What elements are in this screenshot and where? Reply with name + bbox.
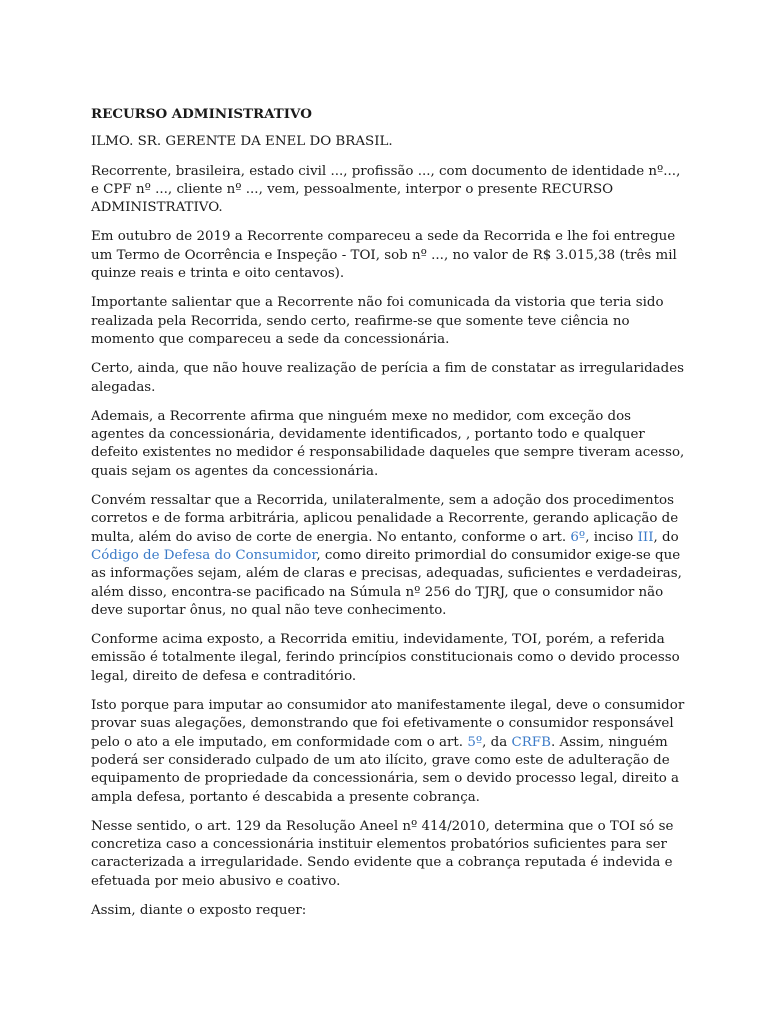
paragraph-9: Nesse sentido, o art. 129 da Resolução Aneel nº 414/2010, determina que o TOI só se concretiza caso a concessionária instituir elementos probatórios suficientes para ser caracterizada a irregularidade. Sendo evidente que a cobrança reputada é indevida e efetuada por meio abusivo e coativo. xyxy=(91,818,674,889)
document-body xyxy=(91,105,687,931)
paragraph-10: Assim, diante o exposto requer: xyxy=(91,902,307,918)
link-crfb[interactable]: CRFB xyxy=(511,734,551,750)
paragraph-8-text: . Assim, ninguém poderá ser considerado culpado de um ato ilícito, grave como este de adulteração de equipamento de propriedade da concessionária, sem o devido processo legal, direito a ampla defesa, portanto é descabida a presente cobrança. xyxy=(91,734,680,805)
paragraph-7: Conforme acima exposto, a Recorrida emitiu, indevidamente, TOI, porém, a referida emissão é totalmente ilegal, ferindo princípios constitucionais como o devido processo legal, direito de defesa e contraditório. xyxy=(91,632,680,684)
paragraph-2: Em outubro de 2019 a Recorrente compareceu a sede da Recorrida e lhe foi entregue um Termo de Ocorrência e Inspeção - TOI, sob nº ..., no valor de R$ 3.015,38 (três mil quinze reais e trinta e oito centavos). xyxy=(91,229,677,282)
paragraph-8-text: , da xyxy=(482,734,512,750)
link-art-5[interactable]: 5º xyxy=(467,734,483,750)
paragraph-1: Recorrente, brasileira, estado civil ..., profissão ..., com documento de identidade nº..., e CPF nº ..., cliente nº ..., vem, pessoalmente, interpor o presente RECURSO ADMINISTRATIVO. xyxy=(91,163,681,216)
paragraph-8-text: Isto porque para imputar ao consumidor ato manifestamente ilegal, deve o consumidor provar suas alegações, demonstrando que foi efetivamente o consumidor responsável pelo o ato a ele imputado, em conformidade com o art. xyxy=(91,698,685,750)
paragraph-3: Importante salientar que a Recorrente não foi comunicada da vistoria que teria sido realizada pela Recorrida, sendo certo, reafirme-se que somente teve ciência no momento que compareceu a sede da concessionária. xyxy=(91,295,664,347)
paragraph-8 xyxy=(91,697,687,807)
addressee-line: ILMO. SR. GERENTE DA ENEL DO BRASIL. xyxy=(91,134,393,150)
document-title: RECURSO ADMINISTRATIVO xyxy=(91,106,312,122)
paragraph-6 xyxy=(91,492,687,620)
paragraph-4: Certo, ainda, que não houve realização de perícia a fim de constatar as irregularidades alegadas. xyxy=(91,361,685,395)
paragraph-6-text: , inciso xyxy=(585,529,638,545)
paragraph-6-text: , como direito primordial do consumidor exige-se que as informações sejam, além de claras e precisas, adequadas, suficientes e verdadeiras, além disso, encontra-se pacificado na Súmula nº 256 do TJRJ, que o consumidor não deve suportar ônus, no qual não teve conhecimento. xyxy=(91,547,682,618)
link-codigo-defesa-consumidor[interactable]: Código de Defesa do Consumidor xyxy=(91,547,317,563)
link-art-6[interactable]: 6º xyxy=(570,529,586,545)
link-inciso-iii[interactable]: III xyxy=(637,529,654,545)
paragraph-6-text: Convém ressaltar que a Recorrida, unilateralmente, sem a adoção dos procedimentos corretos e de forma arbitrária, aplicou penalidade a Recorrente, gerando aplicação de multa, além do aviso de corte de energia. No entanto, conforme o art. xyxy=(91,493,679,545)
paragraph-6-text: , do xyxy=(653,529,679,545)
paragraph-5: Ademais, a Recorrente afirma que ninguém mexe no medidor, com exceção dos agentes da concessionária, devidamente identificados, , portanto todo e qualquer defeito existentes no medidor é responsabilidade daqueles que sempre tiveram acesso, quais sejam os agentes da concessionária. xyxy=(91,408,685,479)
